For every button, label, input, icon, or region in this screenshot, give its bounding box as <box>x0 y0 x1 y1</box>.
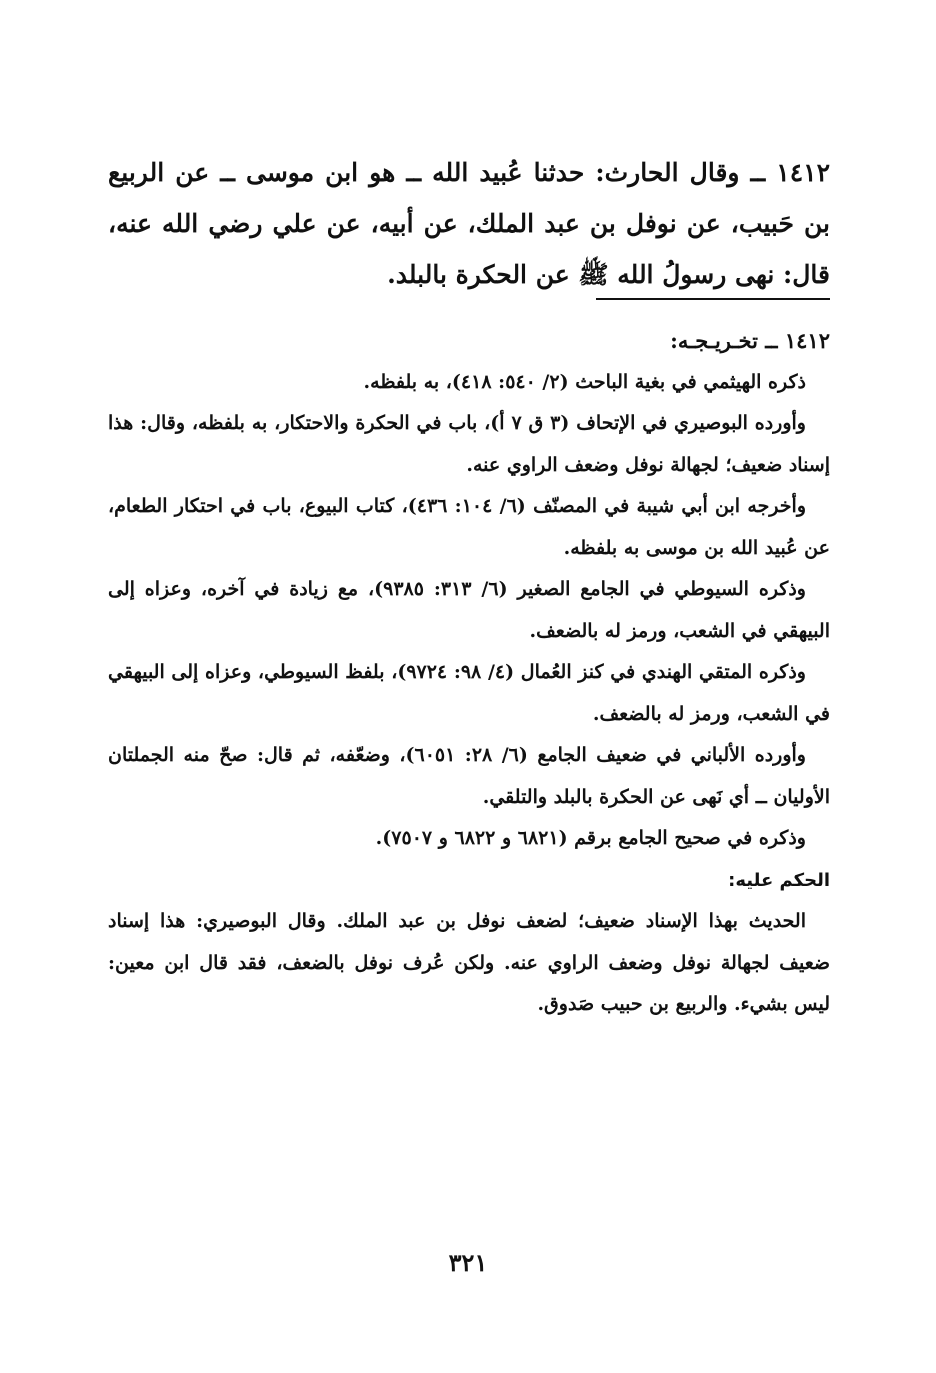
takhrij-paragraph: وذكره في صحيح الجامع برقم (٦٨٢١ و ٦٨٢٢ و ٧٥٠٧). <box>375 827 806 849</box>
takhrij-paragraph: وذكره السيوطي في الجامع الصغير (٦/ ٣١٣: ٩٣٨٥)، مع زيادة في آخره، وعزاه إلى البيهقي في الشعب، ورمز له بالضعف. <box>108 578 830 642</box>
verdict-text: الحديث بهذا الإسناد ضعيف؛ لضعف نوفل بن عبد الملك. وقال البوصيري: هذا إسناد ضعيف لجهالة نوفل وضعف الراوي عنه. ولكن عُرف نوفل بالضعف، فقد قال ابن معين: ليس بشيء. والربيع بن حبيب صَدوق. <box>108 910 830 1015</box>
hadith-text: ١٤١٢ ــ وقال الحارث: حدثنا عُبيد الله ــ هو ابن موسى ــ عن الربيع بن حَبيب، عن نوفل بن عبد الملك، عن أبيه، عن علي رضي الله عنه، قال: نهى رسولُ الله ﷺ عن الحكرة بالبلد. <box>108 158 830 289</box>
verdict-label: الحكم عليه: <box>728 869 830 891</box>
footnote-separator <box>596 298 830 300</box>
takhrij-paragraph: وأورده الألباني في ضعيف الجامع (٦/ ٢٨: ٦٠٥١)، وضعّفه، ثم قال: صحّ منه الجملتان الأوليان ــ أي نَهى عن الحكرة بالبلد والتلقي. <box>108 744 830 808</box>
takhrij-paragraph: وأخرجه ابن أبي شيبة في المصنّف (٦/ ١٠٤: ٤٣٦)، كتاب البيوع، باب في احتكار الطعام، عن عُبيد الله بن موسى به بلفظه. <box>108 495 830 559</box>
takhrij-paragraph: وأورده البوصيري في الإتحاف (٣ ق ٧ أ)، باب في الحكرة والاحتكار، به بلفظه، وقال: هذا إسناد ضعيف؛ لجهالة نوفل وضعف الراوي عنه. <box>108 412 830 476</box>
takhrij-section <box>108 320 830 1026</box>
takhrij-paragraph: وذكره المتقي الهندي في كنز العُمال (٤/ ٩٨: ٩٧٢٤)، بلفظ السيوطي، وعزاه إلى البيهقي في الشعب، ورمز له بالضعف. <box>108 661 830 725</box>
page-number: ٣٢١ <box>448 1248 488 1277</box>
takhrij-heading: ١٤١٢ ــ تخـريـجـه: <box>670 328 830 353</box>
takhrij-paragraph: ذكره الهيثمي في بغية الباحث (٢/ ٥٤٠: ٤١٨)، به بلفظه. <box>363 370 806 393</box>
